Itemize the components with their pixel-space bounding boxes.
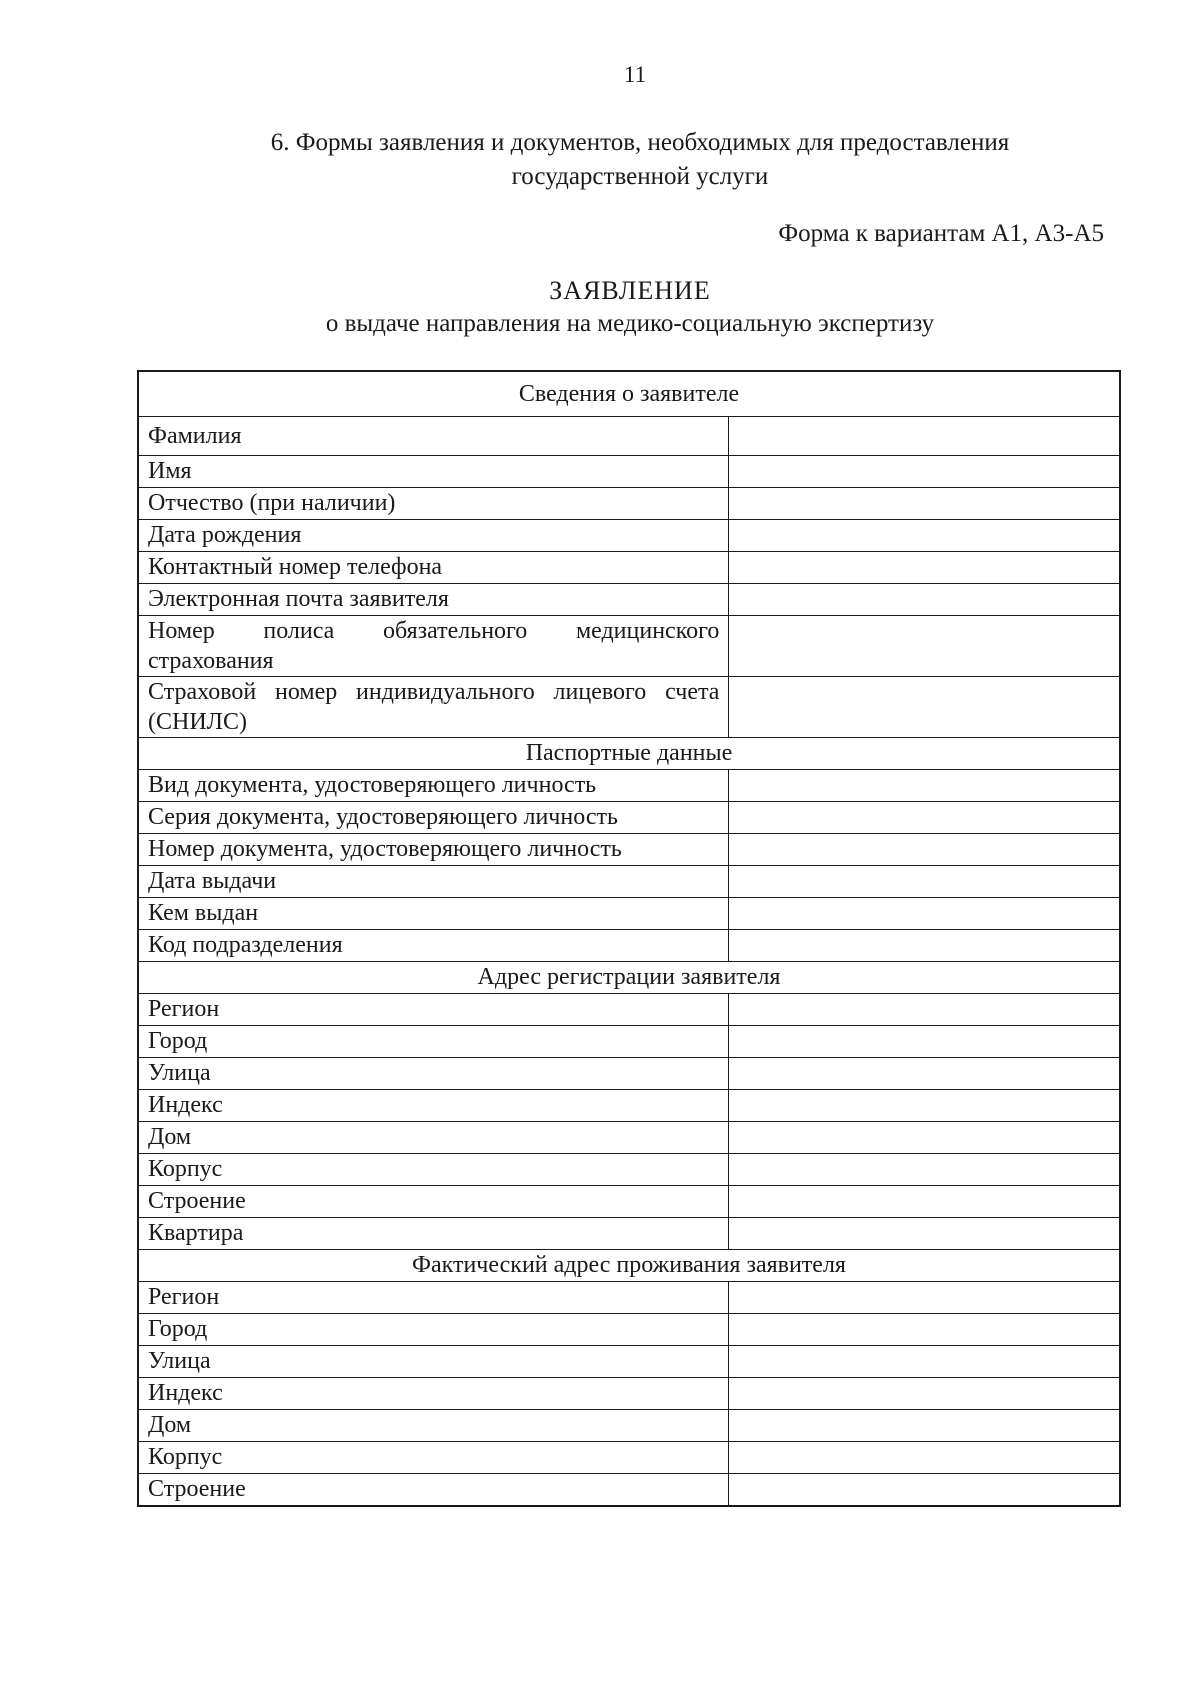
form-row	[138, 1026, 1120, 1058]
form-row	[138, 1218, 1120, 1250]
field-label-issue-date: Дата выдачи	[138, 866, 729, 898]
form-row	[138, 552, 1120, 584]
field-label-oms-policy: Номер полиса обязательного медицинского страхования	[138, 616, 729, 677]
form-row	[138, 1410, 1120, 1442]
field-value-act-building[interactable]	[729, 1474, 1120, 1507]
field-label-id-type: Вид документа, удостоверяющего личность	[138, 770, 729, 802]
field-label-id-number: Номер документа, удостоверяющего личность	[138, 834, 729, 866]
form-variants-note: Форма к вариантам А1, А3-А5	[778, 220, 1104, 247]
field-value-reg-block[interactable]	[729, 1154, 1120, 1186]
field-value-division-code[interactable]	[729, 930, 1120, 962]
form-row	[138, 770, 1120, 802]
field-label-snils: Страховой номер индивидуального лицевого счета (СНИЛС)	[138, 677, 729, 738]
field-label-issued-by: Кем выдан	[138, 898, 729, 930]
field-label-id-series: Серия документа, удостоверяющего личность	[138, 802, 729, 834]
field-value-patronymic[interactable]	[729, 488, 1120, 520]
form-row	[138, 866, 1120, 898]
field-label-surname: Фамилия	[138, 417, 729, 456]
section-title-actual-address: Фактический адрес проживания заявителя	[138, 1250, 1120, 1282]
field-label-act-street: Улица	[138, 1346, 729, 1378]
field-value-issue-date[interactable]	[729, 866, 1120, 898]
field-value-act-block[interactable]	[729, 1442, 1120, 1474]
field-value-reg-apartment[interactable]	[729, 1218, 1120, 1250]
field-label-act-block: Корпус	[138, 1442, 729, 1474]
document-subtitle: о выдаче направления на медико-социальную экспертизу	[325, 310, 935, 337]
field-label-reg-city: Город	[138, 1026, 729, 1058]
section-header-row	[138, 1250, 1120, 1282]
field-value-reg-house[interactable]	[729, 1122, 1120, 1154]
form-row	[138, 616, 1120, 677]
section-header-row	[138, 738, 1120, 770]
field-value-phone[interactable]	[729, 552, 1120, 584]
form-row	[138, 1186, 1120, 1218]
field-label-act-house: Дом	[138, 1410, 729, 1442]
field-label-division-code: Код подразделения	[138, 930, 729, 962]
form-row	[138, 677, 1120, 738]
field-label-act-postcode: Индекс	[138, 1378, 729, 1410]
field-label-reg-house: Дом	[138, 1122, 729, 1154]
field-label-reg-block: Корпус	[138, 1154, 729, 1186]
form-row	[138, 1346, 1120, 1378]
field-value-act-postcode[interactable]	[729, 1378, 1120, 1410]
section-heading	[200, 126, 1080, 194]
form-row	[138, 834, 1120, 866]
field-value-reg-street[interactable]	[729, 1058, 1120, 1090]
form-row	[138, 1090, 1120, 1122]
field-value-snils[interactable]	[729, 677, 1120, 738]
field-value-id-series[interactable]	[729, 802, 1120, 834]
form-row	[138, 930, 1120, 962]
field-value-surname[interactable]	[729, 417, 1120, 456]
field-label-reg-apartment: Квартира	[138, 1218, 729, 1250]
form-row	[138, 898, 1120, 930]
page-number: 11	[623, 62, 647, 87]
form-row	[138, 1154, 1120, 1186]
field-value-oms-policy[interactable]	[729, 616, 1120, 677]
form-row	[138, 1442, 1120, 1474]
field-value-email[interactable]	[729, 584, 1120, 616]
form-row	[138, 1314, 1120, 1346]
field-value-reg-region[interactable]	[729, 994, 1120, 1026]
field-label-reg-street: Улица	[138, 1058, 729, 1090]
field-label-email: Электронная почта заявителя	[138, 584, 729, 616]
section-header-row	[138, 962, 1120, 994]
section-heading-line-1: 6. Формы заявления и документов, необходимых для предоставления	[270, 129, 1010, 156]
form-row	[138, 584, 1120, 616]
form-row	[138, 520, 1120, 552]
section-title-passport: Паспортные данные	[138, 738, 1120, 770]
field-value-name[interactable]	[729, 456, 1120, 488]
field-label-act-building: Строение	[138, 1474, 729, 1507]
field-value-id-type[interactable]	[729, 770, 1120, 802]
field-value-reg-building[interactable]	[729, 1186, 1120, 1218]
field-label-reg-region: Регион	[138, 994, 729, 1026]
form-row	[138, 1474, 1120, 1507]
field-label-patronymic: Отчество (при наличии)	[138, 488, 729, 520]
field-value-issued-by[interactable]	[729, 898, 1120, 930]
field-value-reg-postcode[interactable]	[729, 1090, 1120, 1122]
form-row	[138, 417, 1120, 456]
field-value-id-number[interactable]	[729, 834, 1120, 866]
form-row	[138, 456, 1120, 488]
form-row	[138, 802, 1120, 834]
form-row	[138, 1058, 1120, 1090]
field-label-act-city: Город	[138, 1314, 729, 1346]
field-label-reg-postcode: Индекс	[138, 1090, 729, 1122]
form-row	[138, 1282, 1120, 1314]
field-label-name: Имя	[138, 456, 729, 488]
form-row	[138, 994, 1120, 1026]
field-value-act-house[interactable]	[729, 1410, 1120, 1442]
document-title: ЗАЯВЛЕНИЕ	[549, 276, 711, 305]
field-value-reg-city[interactable]	[729, 1026, 1120, 1058]
section-header-row	[138, 371, 1120, 417]
section-title-applicant: Сведения о заявителе	[138, 371, 1120, 417]
field-label-birth-date: Дата рождения	[138, 520, 729, 552]
form-row	[138, 1378, 1120, 1410]
field-value-act-street[interactable]	[729, 1346, 1120, 1378]
field-value-act-region[interactable]	[729, 1282, 1120, 1314]
field-label-reg-building: Строение	[138, 1186, 729, 1218]
form-row	[138, 1122, 1120, 1154]
field-label-phone: Контактный номер телефона	[138, 552, 729, 584]
field-value-birth-date[interactable]	[729, 520, 1120, 552]
form-row	[138, 488, 1120, 520]
field-label-act-region: Регион	[138, 1282, 729, 1314]
application-form-table	[137, 370, 1121, 1507]
section-title-registration-address: Адрес регистрации заявителя	[138, 962, 1120, 994]
section-heading-line-2: государственной услуги	[511, 163, 769, 190]
field-value-act-city[interactable]	[729, 1314, 1120, 1346]
